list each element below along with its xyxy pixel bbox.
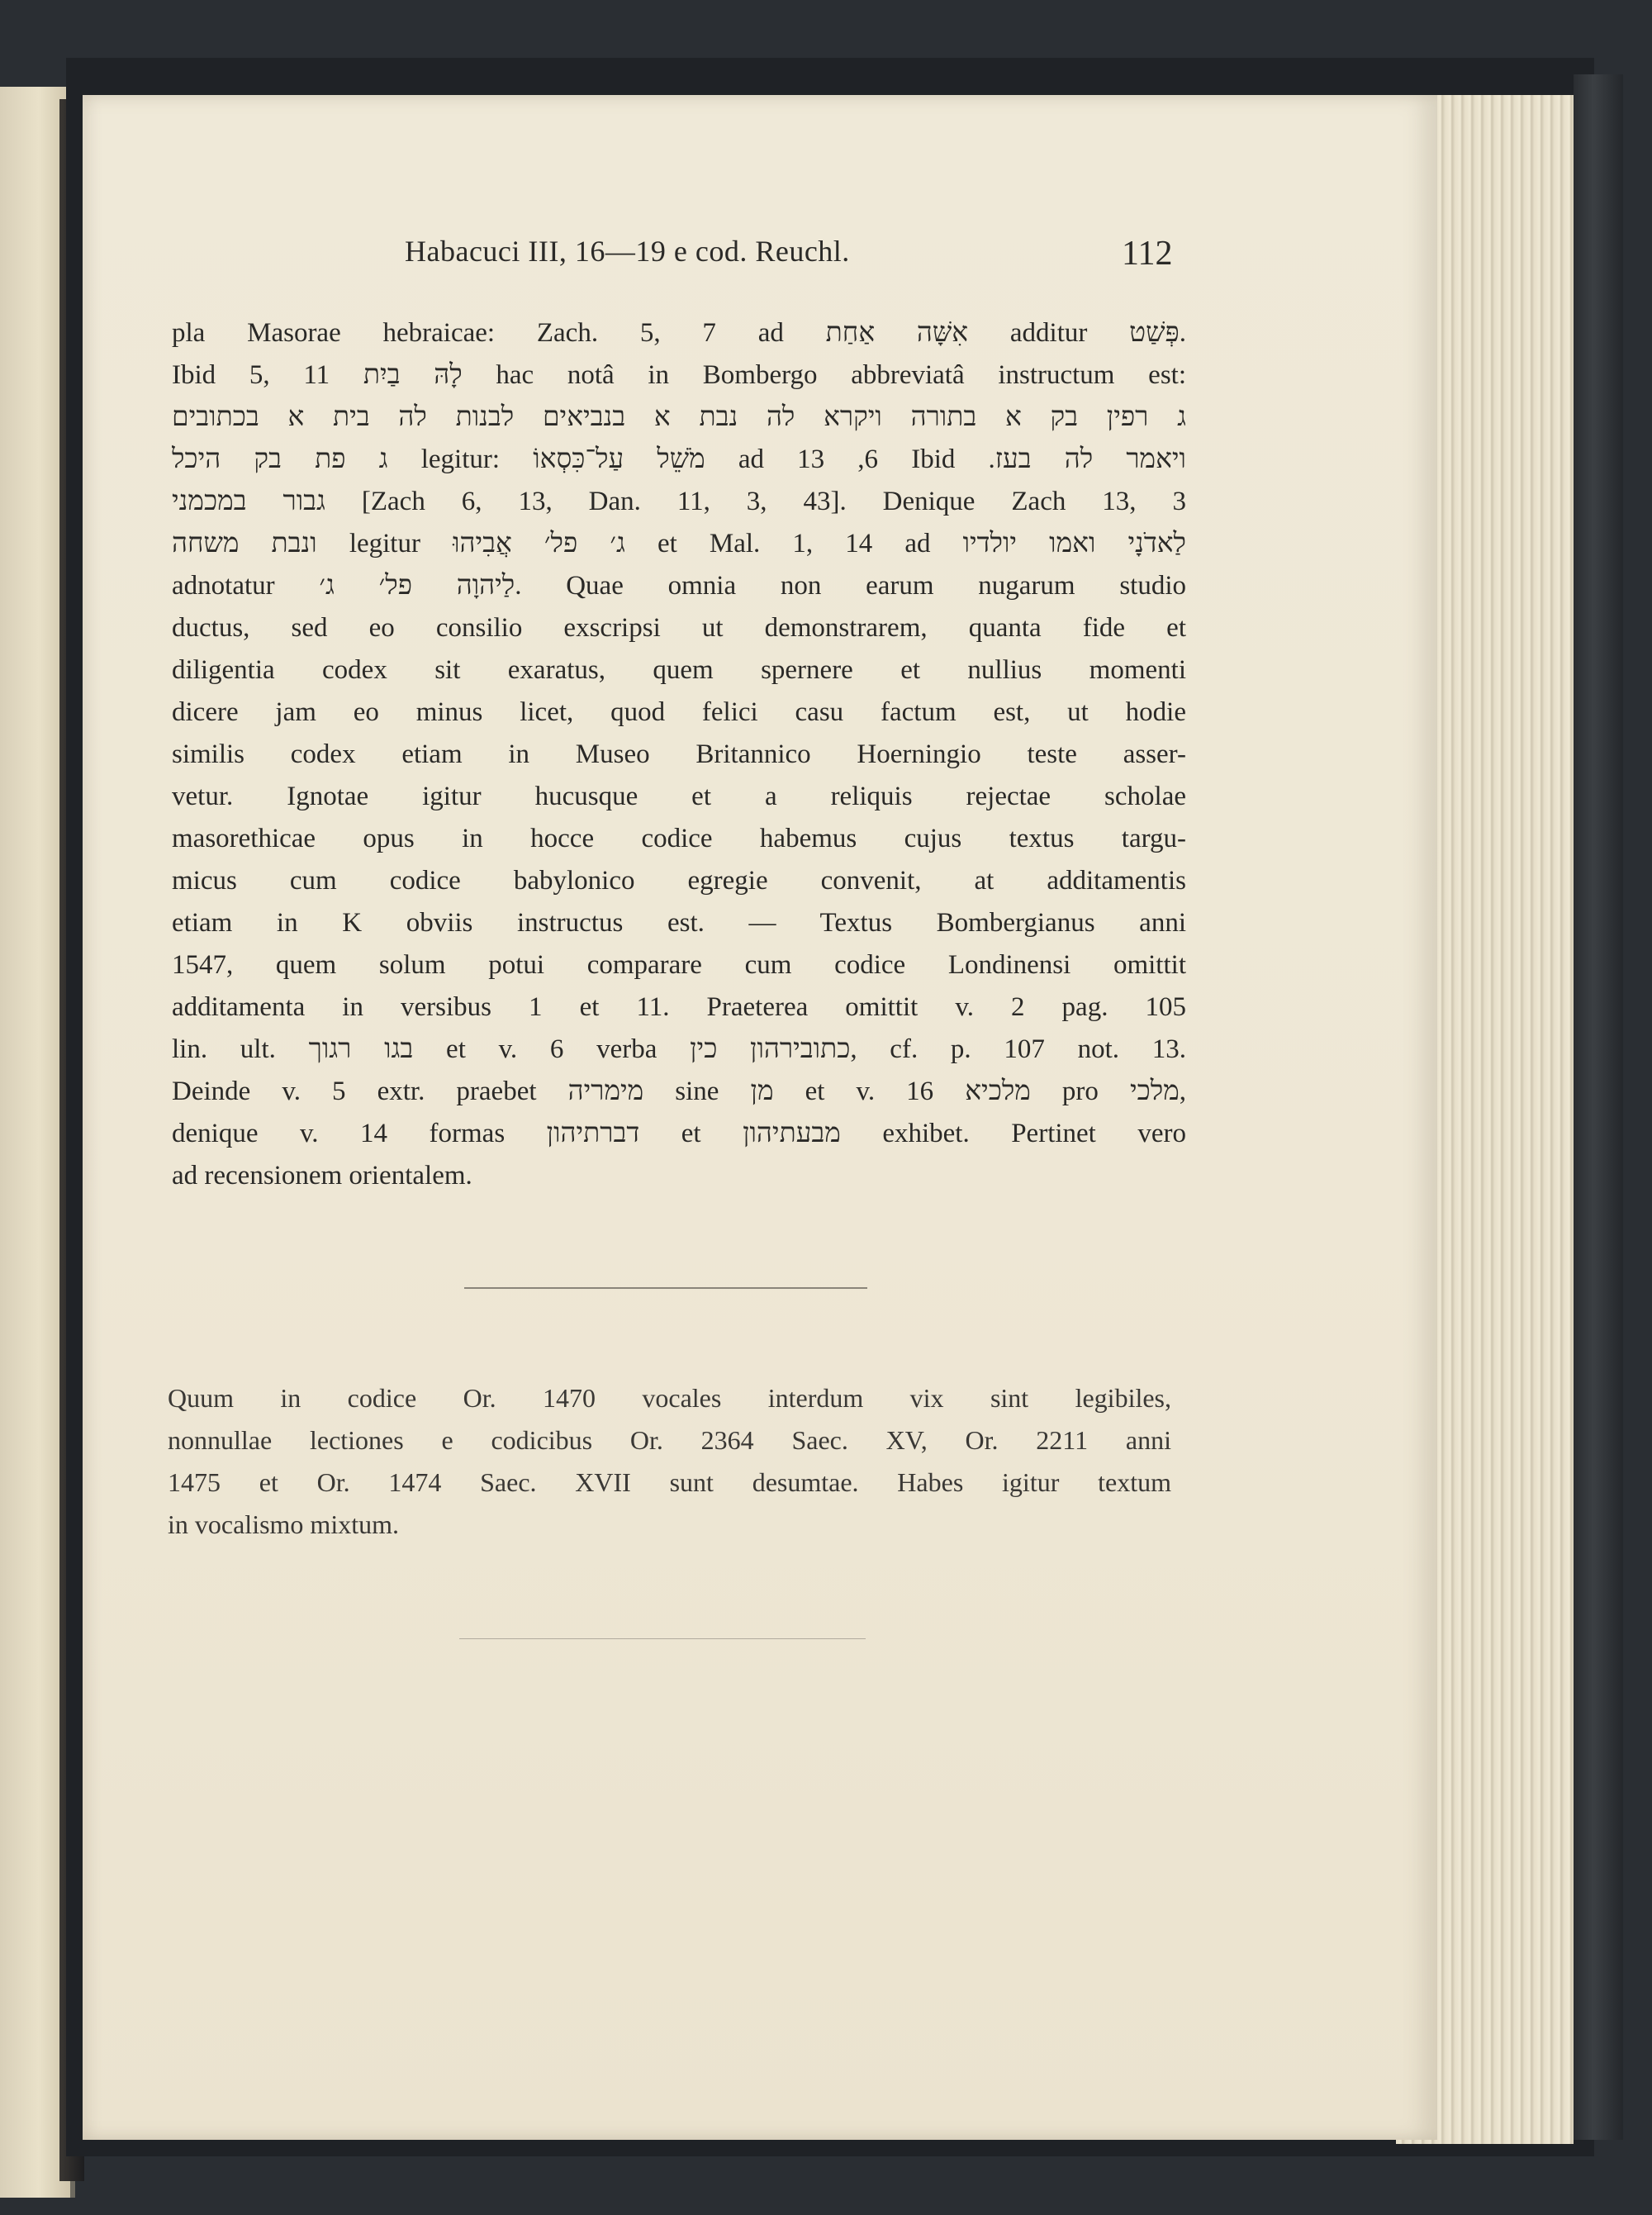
text-line: ad recensionem orientalem. (172, 1161, 472, 1191)
text-line: ג פת בק היכל legitur: מֹשֵׁל עַל־כִּסְאוֹ ad 13 ,6 Ibid .ויאמר לה בעז (172, 444, 1186, 474)
text-line: dicere jam eo minus licet, quod felici casu factum est, ut hodie (172, 697, 1186, 727)
text-line: Deinde v. 5 extr. praebet מימריה sine מן et v. 16 מלכיא pro מלכי, (172, 1077, 1186, 1106)
footnote-line: 1475 et Or. 1474 Saec. XVII sunt desumtae. Habes igitur textum (168, 1467, 1171, 1497)
text-line: Ibid 5, 11 לָהּ בַיִת hac notâ in Bombergo abbreviatâ instructum est: (172, 360, 1186, 390)
text-line: micus cum codice babylonico egregie convenit, at additamentis (172, 866, 1186, 896)
text-line: masorethicae opus in hocce codice habemus cujus textus targu- (172, 824, 1186, 853)
text-line: ונבת משחה legitur ג׳ פל׳ אֲבִיהוּ et Mal. 1, 14 ad לַאדֹנָי ואמו יולדיו (172, 529, 1186, 559)
section-divider (464, 1287, 867, 1289)
text-line: etiam in K obviis instructus est. — Textus Bombergianus anni (172, 908, 1186, 938)
text-line: vetur. Ignotae igitur hucusque et a reliquis rejectae scholae (172, 782, 1186, 811)
running-head: Habacuci III, 16—19 e cod. Reuchl. (405, 235, 850, 268)
footnote-line: in vocalismo mixtum. (168, 1509, 399, 1539)
body-text (172, 312, 1186, 1197)
text-line: ג רפין בק א בתורה ויקרא לה נבת א בנביאים לבנות לה בית א בכתובים (172, 402, 1186, 432)
footnote-line: Quum in codice Or. 1470 vocales interdum vix sint legibiles, (168, 1383, 1171, 1413)
text-line: adnotatur לַיהוָה פל׳ ג׳. Quae omnia non earum nugarum studio (172, 571, 1186, 601)
text-line: diligentia codex sit exaratus, quem spernere et nullius momenti (172, 655, 1186, 685)
text-line: lin. ult. בגו רגוך et v. 6 verba כתובירהון כין, cf. p. 107 not. 13. (172, 1034, 1186, 1064)
text-line: 1547, quem solum potui comparare cum codice Londinensi omittit (172, 950, 1186, 980)
text-line: denique v. 14 formas דברתיהון et מבעתיהון exhibet. Pertinet vero (172, 1119, 1186, 1148)
cover-edge-right (1574, 74, 1623, 2140)
footnote-divider (459, 1638, 866, 1639)
page-number: 112 (1122, 235, 1173, 273)
text-line: additamenta in versibus 1 et 11. Praeterea omittit v. 2 pag. 105 (172, 992, 1186, 1022)
text-line: ductus, sed eo consilio exscripsi ut demonstrarem, quanta fide et (172, 613, 1186, 643)
footnote (168, 1377, 1171, 1546)
text-line: גבור במכמני [Zach 6, 13, Dan. 11, 3, 43]. Denique Zach 13, 3 (172, 487, 1186, 516)
text-line: pla Masorae hebraicae: Zach. 5, 7 ad אִשָּׁה אַחַת additur פְּשַׁט. (172, 318, 1186, 348)
text-line: similis codex etiam in Museo Britannico Hoerningio teste asser- (172, 739, 1186, 769)
footnote-line: nonnullae lectiones e codicibus Or. 2364 Saec. XV, Or. 2211 anni (168, 1425, 1171, 1455)
